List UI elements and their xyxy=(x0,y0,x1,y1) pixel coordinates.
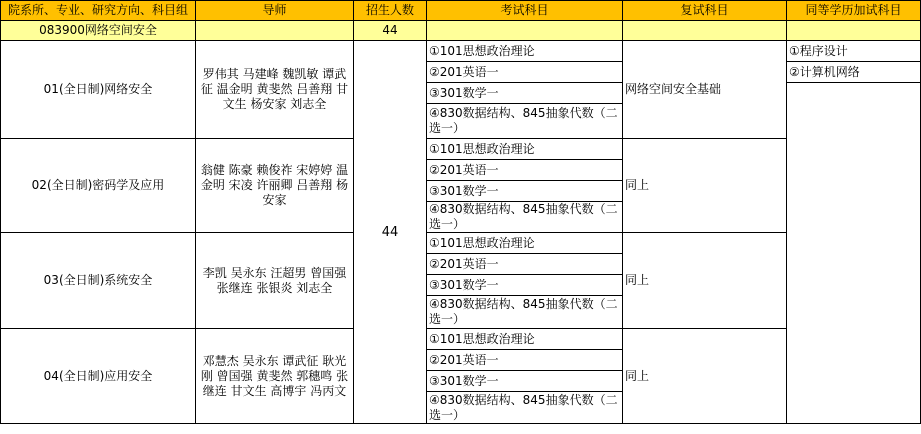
total-quota: 44 xyxy=(354,41,427,424)
program-additional-empty xyxy=(787,21,921,41)
exam-subject: ②201英语一 xyxy=(427,62,623,83)
table-row xyxy=(1,329,921,350)
header-cell-direction: 院系所、专业、研究方向、科目组 xyxy=(1,1,196,21)
program-row xyxy=(1,21,921,41)
header-cell-retest-subjects: 复试科目 xyxy=(623,1,787,21)
supervisor-list: 翁健 陈豪 赖俊祚 宋婷婷 温金明 宋凌 许丽卿 吕善翔 杨安家 xyxy=(196,139,354,233)
exam-subject: ①101思想政治理论 xyxy=(427,139,623,160)
exam-subject: ③301数学一 xyxy=(427,83,623,104)
retest-subject: 同上 xyxy=(623,139,787,233)
additional-subject: ②计算机网络 xyxy=(787,62,920,83)
program-supervisor-empty xyxy=(196,21,354,41)
additional-subject: ①程序设计 xyxy=(787,41,920,62)
retest-subject: 网络空间安全基础 xyxy=(623,41,787,139)
header-cell-quota: 招生人数 xyxy=(354,1,427,21)
program-subjects-empty xyxy=(427,21,623,41)
table-row xyxy=(1,41,921,62)
exam-subject: ①101思想政治理论 xyxy=(427,233,623,254)
program-retest-empty xyxy=(623,21,787,41)
exam-subject: ④830数据结构、845抽象代数（二选一） xyxy=(427,392,623,424)
direction-name: 04(全日制)应用安全 xyxy=(1,329,196,424)
retest-subject: 同上 xyxy=(623,329,787,424)
program-quota: 44 xyxy=(354,21,427,41)
direction-name: 01(全日制)网络安全 xyxy=(1,41,196,139)
exam-subject: ③301数学一 xyxy=(427,181,623,202)
exam-subject: ③301数学一 xyxy=(427,371,623,392)
exam-subject: ④830数据结构、845抽象代数（二选一） xyxy=(427,104,623,139)
exam-subject: ④830数据结构、845抽象代数（二选一） xyxy=(427,202,623,233)
supervisor-list: 邓慧杰 吴永东 谭武征 耿光刚 曾国强 黄斐然 郭穗鸣 张继连 甘文生 高博宇 冯丙文 xyxy=(196,329,354,424)
header-row xyxy=(1,1,921,21)
header-cell-exam-subjects: 考试科目 xyxy=(427,1,623,21)
retest-subject: 同上 xyxy=(623,233,787,329)
table-row xyxy=(1,233,921,254)
program-name: 083900网络空间安全 xyxy=(1,21,196,41)
exam-subject: ②201英语一 xyxy=(427,160,623,181)
exam-subject: ①101思想政治理论 xyxy=(427,329,623,350)
direction-name: 02(全日制)密码学及应用 xyxy=(1,139,196,233)
supervisor-list: 罗伟其 马建峰 魏凯敏 谭武征 温金明 黄斐然 吕善翔 甘文生 杨安家 刘志全 xyxy=(196,41,354,139)
direction-name: 03(全日制)系统安全 xyxy=(1,233,196,329)
exam-subject: ①101思想政治理论 xyxy=(427,41,623,62)
exam-subject: ②201英语一 xyxy=(427,350,623,371)
exam-subject: ②201英语一 xyxy=(427,254,623,275)
header-cell-additional-subjects: 同等学历加试科目 xyxy=(787,1,921,21)
additional-subjects-cell xyxy=(787,41,921,424)
exam-subject: ③301数学一 xyxy=(427,275,623,296)
table-row xyxy=(1,139,921,160)
header-cell-supervisor: 导师 xyxy=(196,1,354,21)
exam-subject: ④830数据结构、845抽象代数（二选一） xyxy=(427,296,623,329)
supervisor-list: 李凯 吴永东 汪超男 曾国强 张继连 张银炎 刘志全 xyxy=(196,233,354,329)
